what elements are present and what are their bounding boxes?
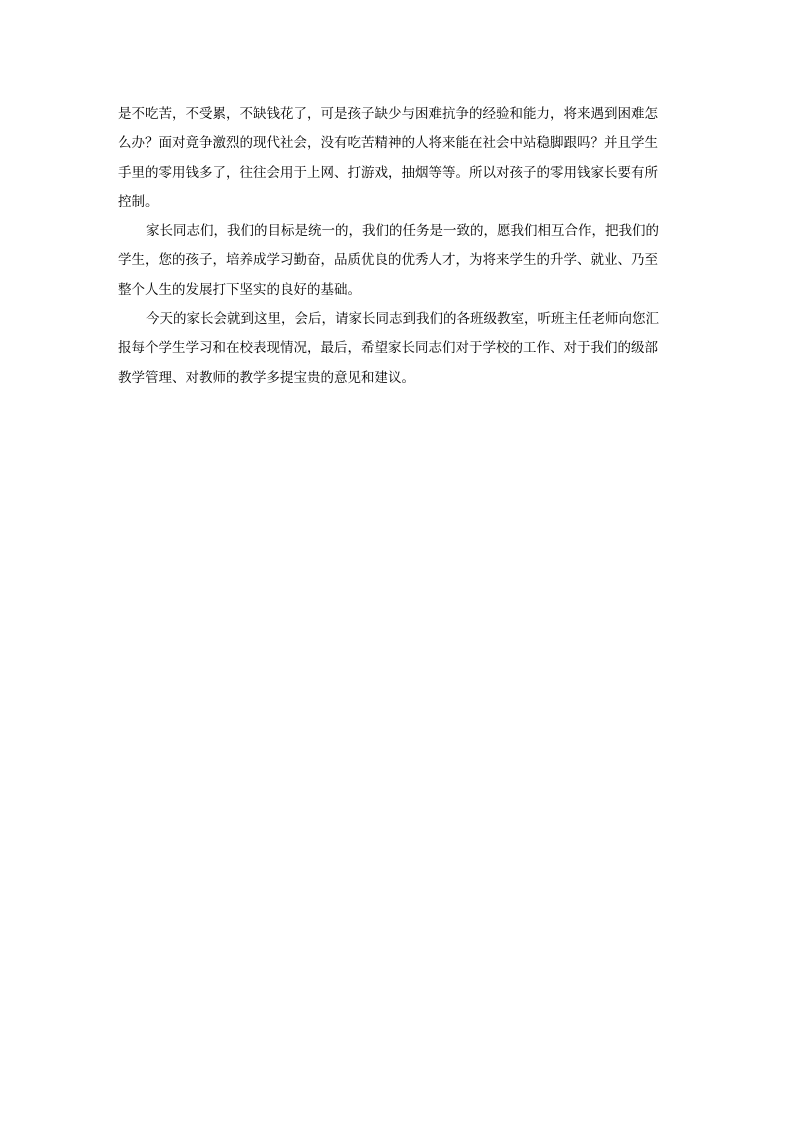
- paragraph-line: 整个人生的发展打下坚实的良好的基础。: [118, 281, 361, 298]
- paragraph-line: 今天的家长会就到这里，会后，请家长同志到我们的各班级教室，听班主任老师向您汇: [146, 311, 659, 328]
- paragraph-line: 手里的零用钱多了，往往会用于上网、打游戏，抽烟等等。所以对孩子的零用钱家长要有所: [118, 164, 658, 181]
- paragraph-line: 控制。: [118, 193, 159, 210]
- paragraph-line: 教学管理、对教师的教学多提宝贵的意见和建议。: [118, 369, 415, 386]
- paragraph-line: 学生，您的孩子，培养成学习勤奋，品质优良的优秀人才，为将来学生的升学、就业、乃至: [118, 252, 658, 269]
- paragraph-line: 报每个学生学习和在校表现情况，最后，希望家长同志们对于学校的工作、对于我们的级部: [118, 340, 658, 357]
- paragraph-3: [118, 305, 680, 393]
- paragraph-line: 是不吃苦，不受累，不缺钱花了，可是孩子缺少与困难抗争的经验和能力，将来遇到困难怎: [118, 106, 658, 122]
- paragraph-line: 家长同志们，我们的目标是统一的，我们的任务是一致的，愿我们相互合作，把我们的: [146, 223, 659, 240]
- paragraph-2: [118, 217, 680, 305]
- paragraph-line: 么办？面对竟争激烈的现代社会，没有吃苦精神的人将来能在社会中站稳脚跟吗？并且学生: [118, 135, 658, 152]
- document-body: [118, 100, 680, 393]
- paragraph-1: [118, 100, 680, 217]
